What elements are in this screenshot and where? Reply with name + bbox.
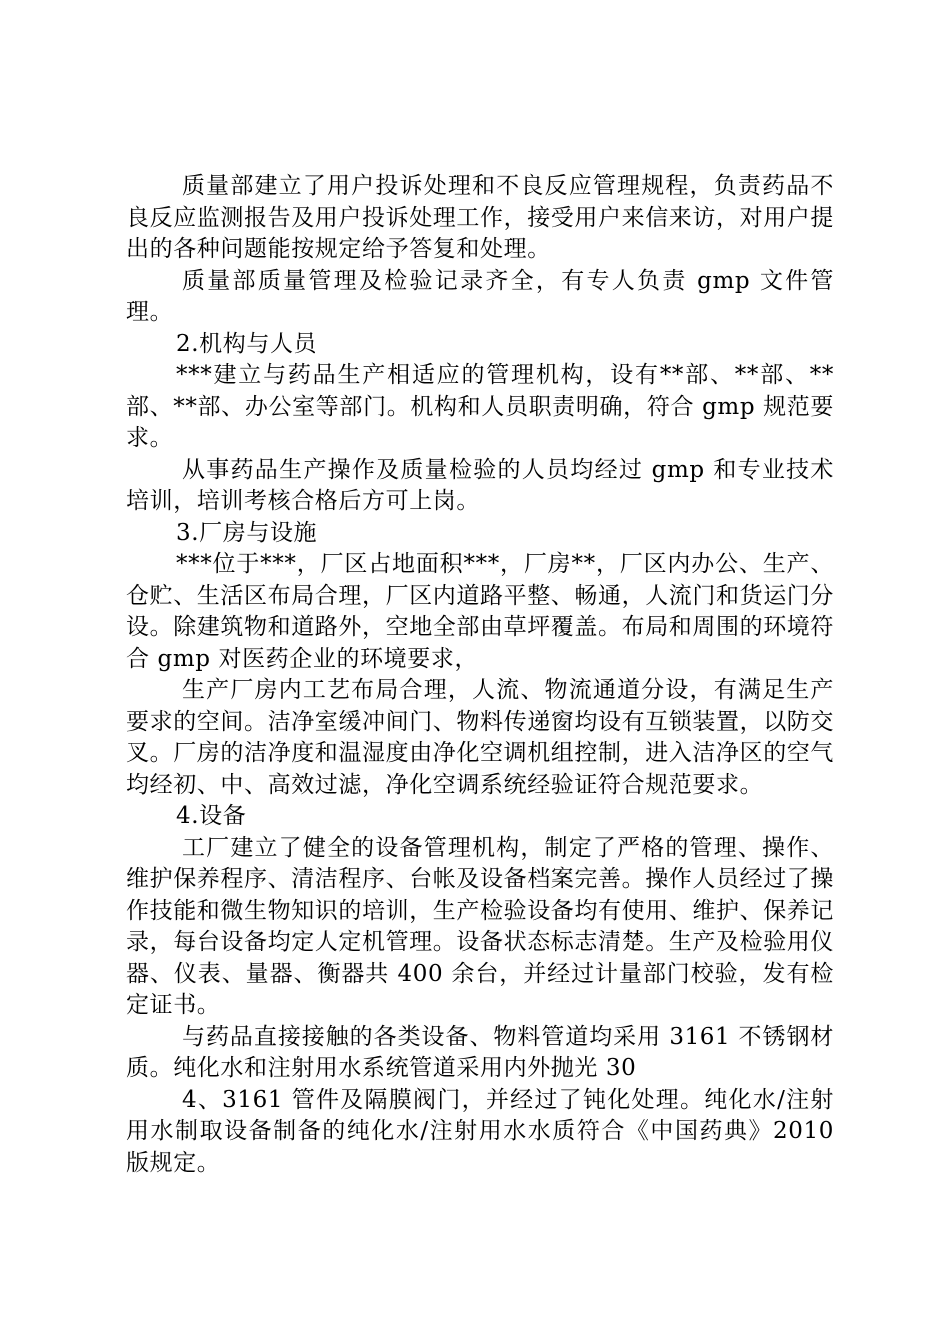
document-body — [126, 171, 834, 1179]
paragraph-organization: ***建立与药品生产相适应的管理机构，设有**部、**部、**部、**部、办公室等部门。机构和人员职责明确，符合 gmp 规范要求。 — [126, 362, 834, 451]
paragraph-site-layout: ***位于***，厂区占地面积***，厂房**，厂区内办公、生产、仓贮、生活区布局合理，厂区内道路平整、畅通，人流门和货运门分设。除建筑物和道路外，空地全部由草坪覆盖。布局和周围的环境符合 gmp 对医药企业的环境要求， — [126, 551, 834, 672]
paragraph-cleanroom: 生产厂房内工艺布局合理，人流、物流通道分设，有满足生产要求的空间。洁净室缓冲间门、物料传递窗均设有互锁装置，以防交叉。厂房的洁净度和温湿度由净化空调机组控制，进入洁净区的空气均经初、中、高效过滤，净化空调系统经验证符合规范要求。 — [126, 677, 834, 798]
paragraph-contact-materials: 与药品直接接触的各类设备、物料管道均采用 3161 不锈钢材质。纯化水和注射用水系统管道采用内外抛光 30 — [126, 1023, 834, 1081]
paragraph-staff-training: 从事药品生产操作及质量检验的人员均经过 gmp 和专业技术培训，培训考核合格后方可上岗。 — [126, 456, 834, 514]
section-heading-organization: 2.机构与人员 — [176, 330, 318, 357]
paragraph-complaint-handling: 质量部建立了用户投诉处理和不良反应管理规程，负责药品不良反应监测报告及用户投诉处理工作，接受用户来信来访，对用户提出的各种问题能按规定给予答复和处理。 — [126, 173, 834, 262]
paragraph-quality-records: 质量部质量管理及检验记录齐全，有专人负责 gmp 文件管理。 — [126, 267, 834, 325]
section-heading-facilities: 3.厂房与设施 — [176, 519, 318, 546]
paragraph-water-system: 4、3161 管件及隔膜阀门，并经过了钝化处理。纯化水/注射用水制取设备制备的纯化水/注射用水水质符合《中国药典》2010 版规定。 — [126, 1086, 834, 1176]
section-heading-equipment: 4.设备 — [176, 803, 247, 829]
paragraph-equipment-management: 工厂建立了健全的设备管理机构，制定了严格的管理、操作、维护保养程序、清洁程序、台帐及设备档案完善。操作人员经过了操作技能和微生物知识的培训，生产检验设备均有使用、维护、保养记录，每台设备均定人定机管理。设备状态标志清楚。生产及检验用仪器、仪表、量器、衡器共 400 余台，并经过计量部门校验，发有检定证书。 — [126, 834, 834, 1018]
